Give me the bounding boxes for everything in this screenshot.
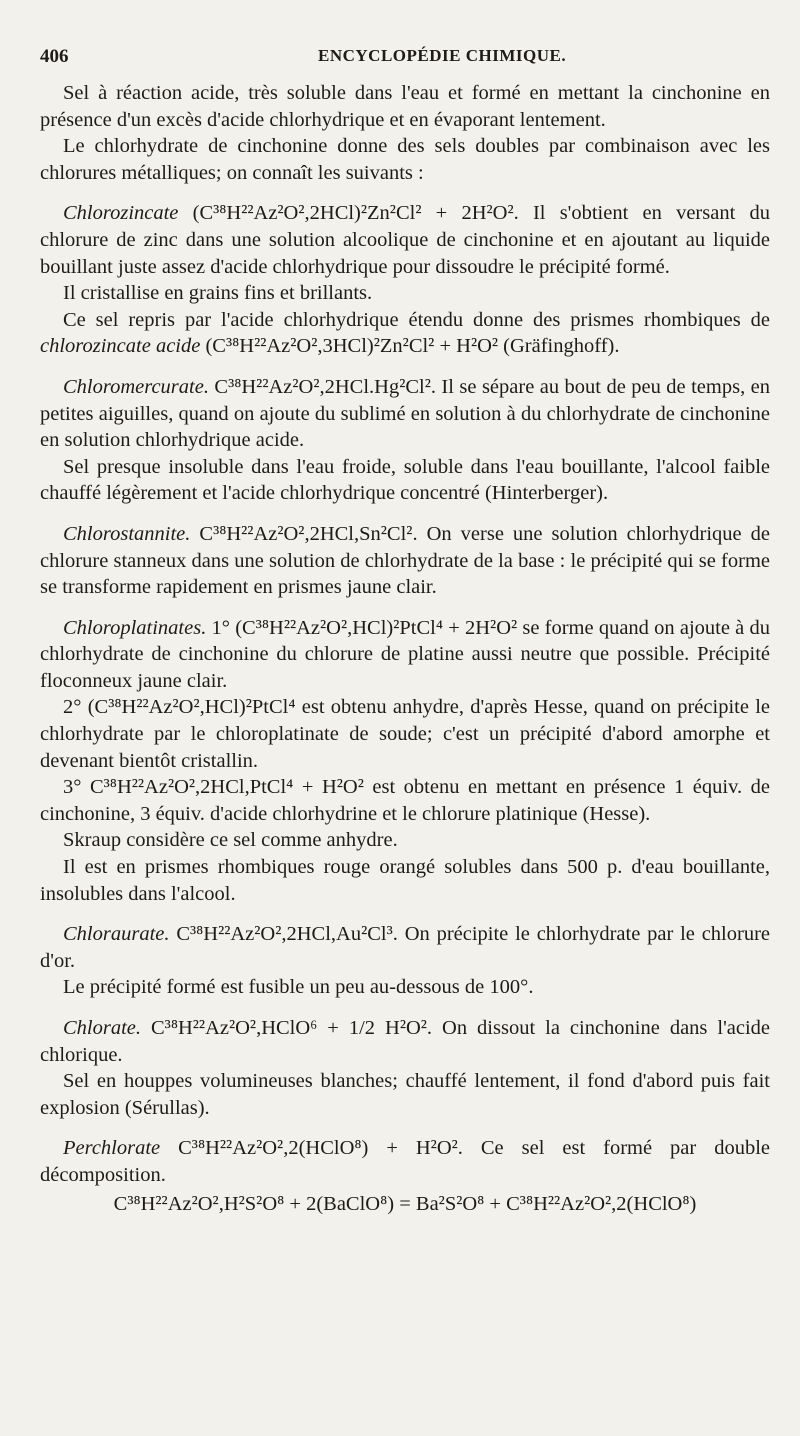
inline-formula: (C³⁸H²²Az²O²,3HCl)²Zn²Cl² + H²O² (Gräfinghoff). xyxy=(200,335,620,358)
entry-chloraurate xyxy=(40,921,770,974)
page-header xyxy=(40,46,770,80)
document-body xyxy=(40,80,770,1217)
paragraph-platinate-2 xyxy=(40,694,770,774)
paragraph-repris xyxy=(40,307,770,360)
entry-name: Chloroplatinates. xyxy=(63,616,207,639)
entry-text: 1° (C³⁸H²²Az²O²,HCl)²PtCl⁴ + 2H²O² se forme quand on ajoute à du chlorhydrate de cinchonine du chlorure de platine aussi neutre que possible. Précipité floconneux jaune clair. xyxy=(40,616,770,692)
paragraph-fusible xyxy=(40,974,770,1001)
paragraph-text: Ce sel repris par l'acide chlorhydrique étendu donne des prismes rhombiques de xyxy=(63,308,770,331)
paragraph-text: Il cristallise en grains fins et brillants. xyxy=(63,282,373,305)
paragraph-text: Sel à réaction acide, très soluble dans l'eau et formé en mettant la cinchonine en présence d'un excès d'acide chlorhydrique et en évaporant lentement. xyxy=(40,82,770,131)
paragraph-skraup xyxy=(40,827,770,854)
entry-chloromercurate xyxy=(40,374,770,454)
entry-chlorozincate xyxy=(40,200,770,280)
paragraph-text: Le chlorhydrate de cinchonine donne des sels doubles par combinaison avec les chlorures métalliques; on connaît les suivants : xyxy=(40,135,770,184)
entry-name: Chlorate. xyxy=(63,1017,142,1039)
entry-perchlorate xyxy=(40,1135,770,1188)
paragraph-text: Le précipité formé est fusible un peu au-dessous de 100°. xyxy=(63,976,534,999)
entry-name: Perchlorate xyxy=(63,1137,161,1160)
entry-name: Chloraurate. xyxy=(63,923,170,946)
entry-text: C³⁸H²²Az²O²,2HCl,Sn²Cl². On verse une solution chlorhydrique de chlorure stanneux dans une solution de chlorhydrate de la base : le précipité qui se forme se transforme rapidement en prismes jaune clair. xyxy=(40,522,770,599)
paragraph-platinate-3 xyxy=(40,774,770,827)
paragraph-text: Skraup considère ce sel comme anhydre. xyxy=(63,829,398,852)
paragraph-text: 3° C³⁸H²²Az²O²,2HCl,PtCl⁴ + H²O² est obtenu en mettant en présence 1 équiv. de cinchonine, 3 équiv. d'acide chlorhydrine et le chlorure platinique (Hesse). xyxy=(40,776,770,825)
paragraph-sels-doubles xyxy=(40,133,770,186)
entry-chloroplatinates xyxy=(40,615,770,695)
entry-text: C³⁸H²²Az²O²,2HCl.Hg²Cl². Il se sépare au bout de peu de temps, en petites aiguilles, quand on ajoute du sublimé en solution à du chlorhydrate de cinchonine en solution chlorhydrique acide. xyxy=(40,375,770,452)
entry-chlorate xyxy=(40,1015,770,1068)
entry-name: Chloromercurate. xyxy=(63,375,209,398)
paragraph-cristallise xyxy=(40,280,770,307)
entry-text: C³⁸H²²Az²O²,2(HClO⁸) + H²O². Ce sel est formé par double décomposition. xyxy=(40,1137,770,1186)
paragraph-text: Il est en prismes rhombiques rouge orangé solubles dans 500 p. d'eau bouillante, insolubles dans l'alcool. xyxy=(40,856,770,905)
paragraph-prismes xyxy=(40,854,770,907)
paragraph-houppes xyxy=(40,1068,770,1121)
paragraph-insoluble xyxy=(40,454,770,507)
entry-text: C³⁸H²²Az²O²,HClO⁶ + 1/2 H²O². On dissout la cinchonine dans l'acide chlorique. xyxy=(40,1017,770,1066)
entry-name: Chlorozincate xyxy=(63,202,179,225)
paragraph-text: Sel en houppes volumineuses blanches; chauffé lentement, il fond d'abord puis fait explosion (Sérullas). xyxy=(40,1070,770,1119)
inline-name: chlorozincate acide xyxy=(40,335,201,358)
paragraph-text: 2° (C³⁸H²²Az²O²,HCl)²PtCl⁴ est obtenu anhydre, d'après Hesse, quand on précipite le chlorhydrate par le chloroplatinate de soude; c'est un précipité d'abord amorphe et devenant bientôt cristallin. xyxy=(40,696,770,772)
page-number: 406 xyxy=(40,46,69,67)
paragraph-sel-reaction xyxy=(40,80,770,133)
entry-text: (C³⁸H²²Az²O²,2HCl)²Zn²Cl² + 2H²O². Il s'obtient en versant du chlorure de zinc dans une solution alcoolique de cinchonine et en ajoutant au liquide bouillant juste assez d'acide chlorhydrique pour dissoudre le précipité formé. xyxy=(40,202,770,278)
paragraph-text: Sel presque insoluble dans l'eau froide, soluble dans l'eau bouillante, l'alcool faible chauffé légèrement et l'acide chlorhydrique concentré (Hinterberger). xyxy=(40,455,770,505)
running-head: ENCYCLOPÉDIE CHIMIQUE. xyxy=(318,46,567,65)
equation: C³⁸H²²Az²O²,H²S²O⁸ + 2(BaClO⁸) = Ba²S²O⁸ + C³⁸H²²Az²O²,2(HClO⁸) xyxy=(113,1192,697,1215)
entry-name: Chlorostannite. xyxy=(63,522,191,545)
entry-chlorostannite xyxy=(40,521,770,601)
entry-text: C³⁸H²²Az²O²,2HCl,Au²Cl³. On précipite le chlorhydrate par le chlorure d'or. xyxy=(40,923,770,972)
